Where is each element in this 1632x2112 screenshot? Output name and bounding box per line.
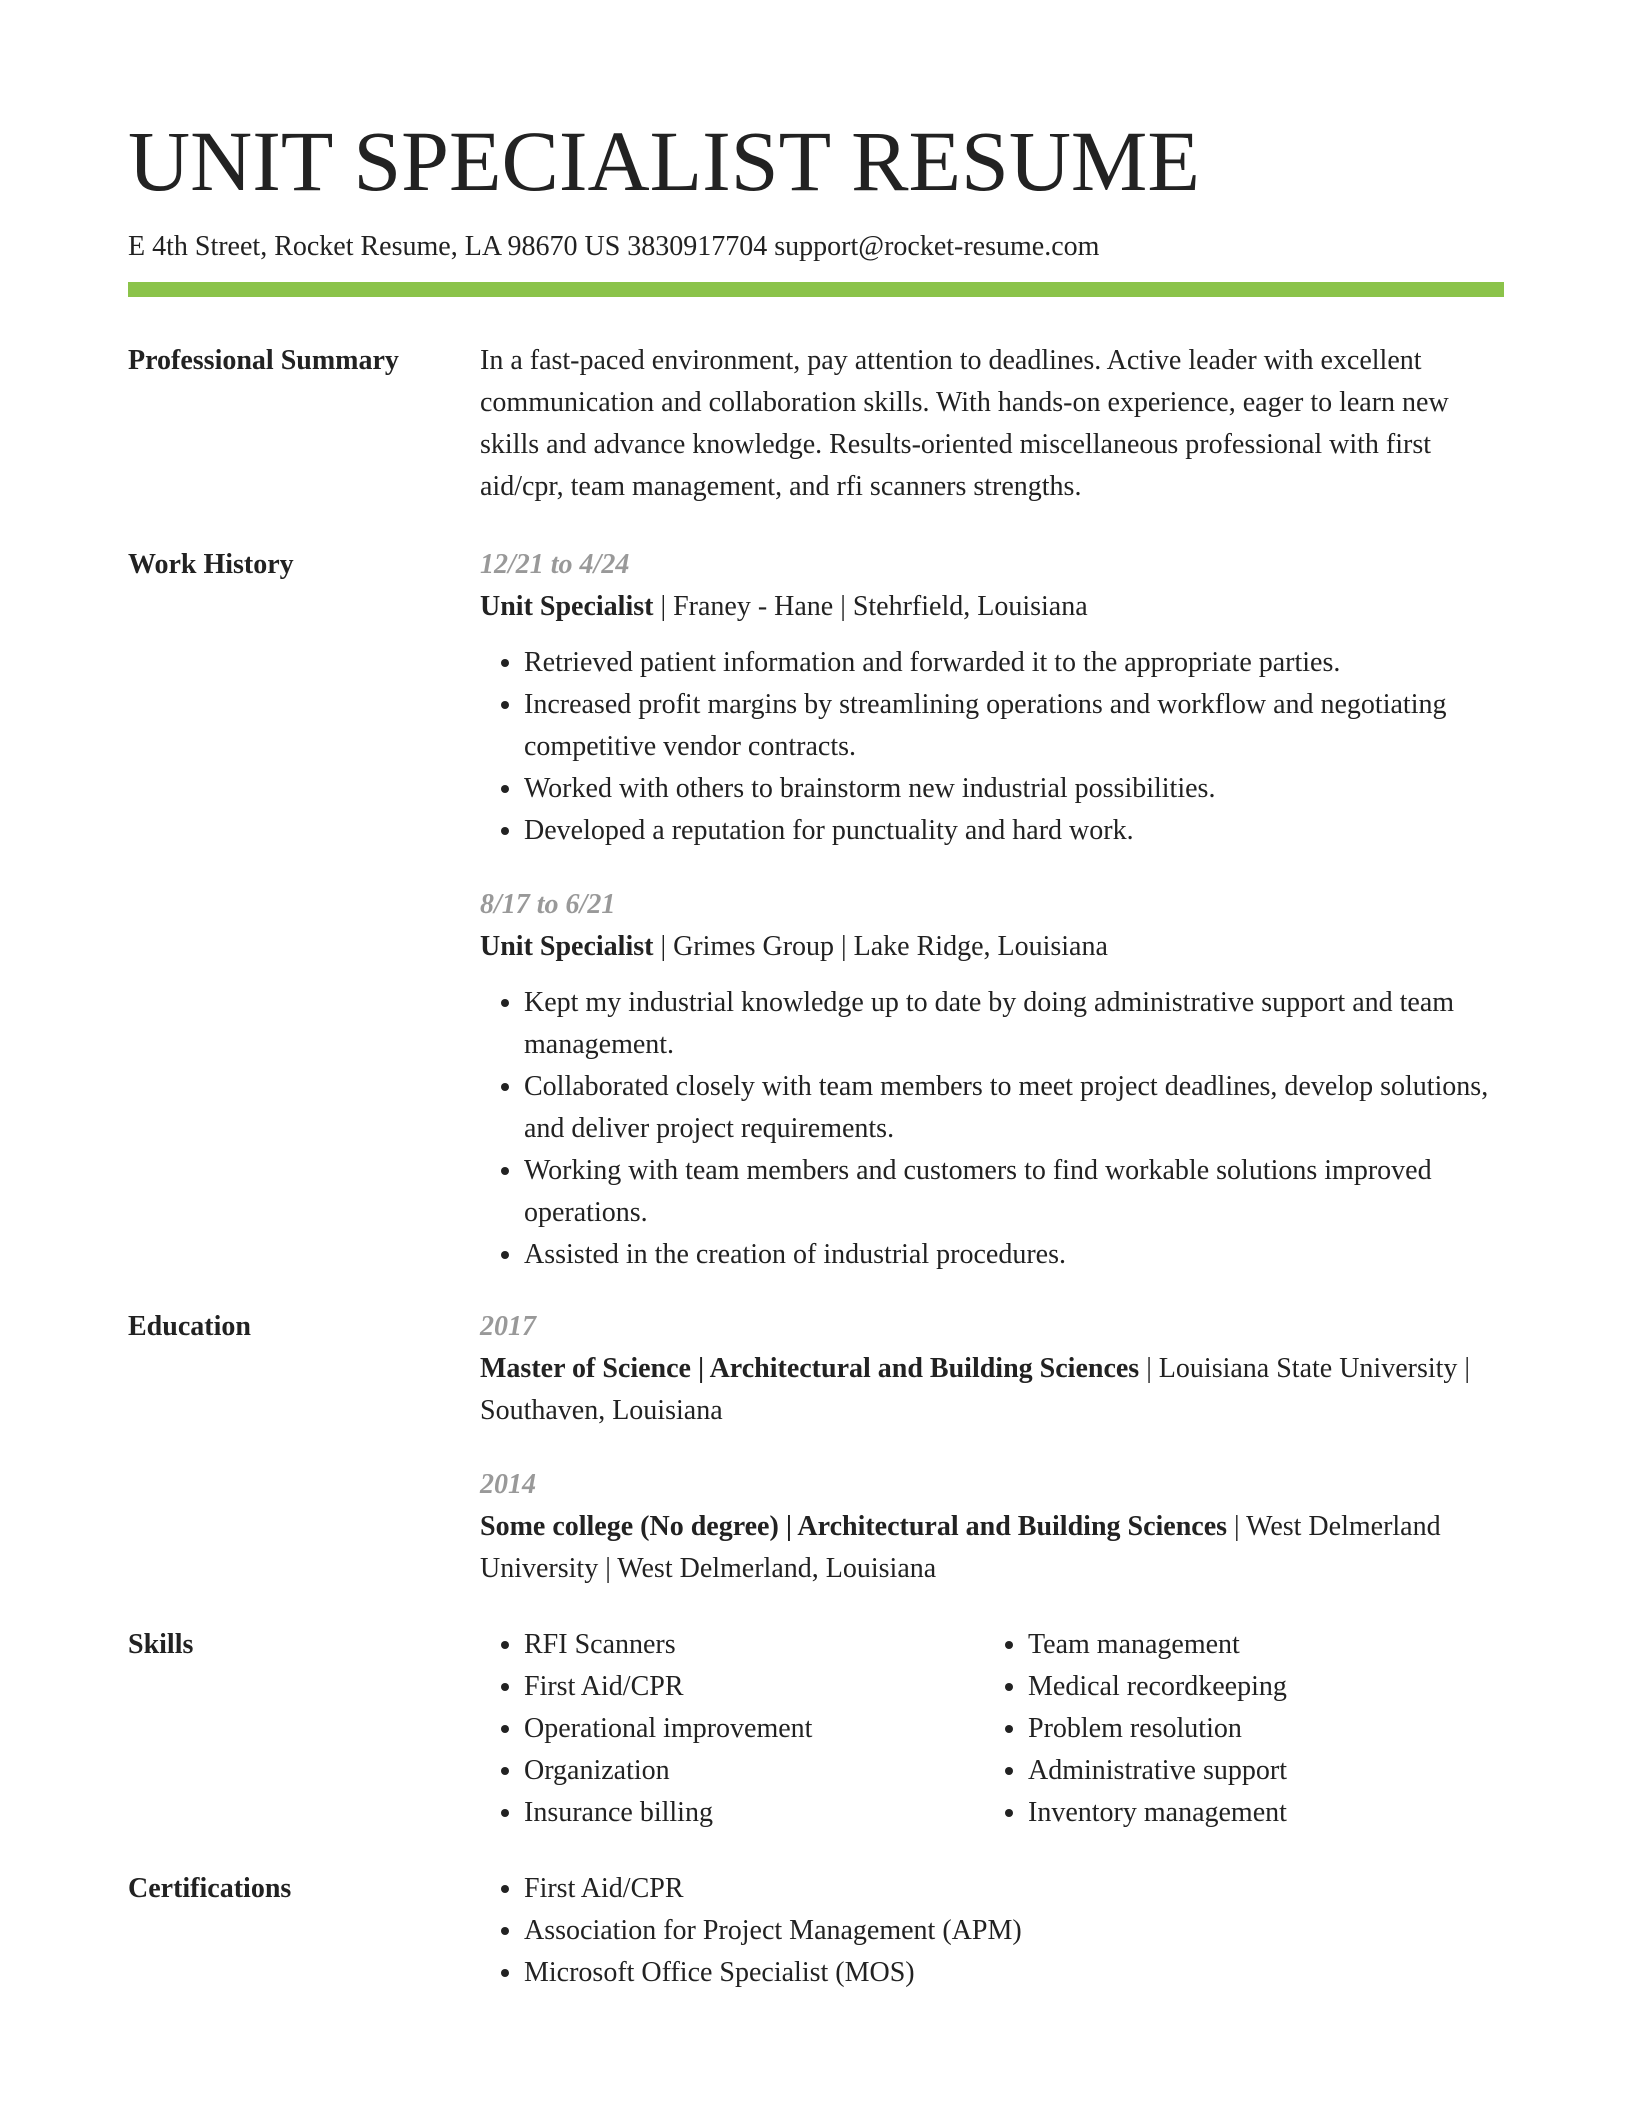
skills-column-left — [480, 1624, 984, 1834]
job-dates: 12/21 to 4/24 — [480, 548, 630, 580]
section-label-skills: Skills — [128, 1628, 194, 1660]
certifications-body — [480, 1868, 1504, 1994]
list-item: • Association for Project Management (APM) — [524, 1910, 1504, 1952]
section-professional-summary — [128, 340, 1504, 508]
work-entries — [480, 544, 1504, 1276]
section-label-summary: Professional Summary — [128, 344, 399, 376]
list-item: • Medical recordkeeping — [1028, 1666, 1488, 1708]
education-details: | Louisiana State University | Southaven, Louisiana — [480, 1352, 1471, 1426]
list-item: • Microsoft Office Specialist (MOS) — [524, 1952, 1504, 1994]
section-work-history — [128, 544, 1504, 1276]
education-line — [480, 1348, 1504, 1432]
job-role-line — [480, 926, 1504, 968]
list-item: • First Aid/CPR — [524, 1868, 1504, 1910]
job-role-line — [480, 586, 1504, 628]
education-entry — [480, 1464, 1504, 1590]
list-item: • Working with team members and customers to find workable solutions improved operations. — [524, 1150, 1504, 1234]
section-skills — [128, 1624, 1504, 1834]
list-item: • Worked with others to brainstorm new industrial possibilities. — [524, 768, 1504, 810]
education-degree: Some college (No degree) | Architectural and Building Sciences — [480, 1510, 1228, 1542]
job-title: Unit Specialist — [480, 930, 654, 962]
list-item: • Kept my industrial knowledge up to date by doing administrative support and team management. — [524, 982, 1504, 1066]
job-details: | Franey - Hane | Stehrfield, Louisiana — [653, 590, 1088, 622]
job-bullets — [480, 982, 1504, 1276]
education-details: | West Delmerland University | West Delmerland, Louisiana — [480, 1510, 1441, 1584]
header-accent-rule — [128, 282, 1504, 297]
education-year: 2014 — [480, 1468, 536, 1500]
section-certifications — [128, 1868, 1504, 1994]
list-item: • First Aid/CPR — [524, 1666, 984, 1708]
resume-title: UNIT SPECIALIST RESUME — [128, 113, 1200, 209]
list-item: • Problem resolution — [1028, 1708, 1488, 1750]
job-entry — [480, 884, 1504, 1276]
education-year: 2017 — [480, 1310, 536, 1342]
job-bullets — [480, 642, 1504, 852]
skills-list-left — [480, 1624, 984, 1834]
list-item: • Administrative support — [1028, 1750, 1488, 1792]
summary-text: In a fast-paced environment, pay attention to deadlines. Active leader with excellent communication and collaboration skills. With hands-on experience, eager to learn new skills and advance knowledge. Results-oriented miscellaneous professional with first aid/cpr, team management, and rfi scanners strengths. — [480, 344, 1449, 502]
job-title: Unit Specialist — [480, 590, 654, 622]
certifications-list — [480, 1868, 1504, 1994]
list-item: • Assisted in the creation of industrial procedures. — [524, 1234, 1504, 1276]
education-entries — [480, 1306, 1504, 1590]
list-item: • Retrieved patient information and forwarded it to the appropriate parties. — [524, 642, 1504, 684]
list-item: • Inventory management — [1028, 1792, 1488, 1834]
section-label-work: Work History — [128, 548, 294, 580]
list-item: • Collaborated closely with team members to meet project deadlines, develop solutions, and deliver project requirements. — [524, 1066, 1504, 1150]
list-item: • Organization — [524, 1750, 984, 1792]
education-line — [480, 1506, 1504, 1590]
section-label-certifications: Certifications — [128, 1872, 292, 1904]
contact-line: E 4th Street, Rocket Resume, LA 98670 US 3830917704 support@rocket-resume.com — [128, 231, 1100, 262]
job-details: | Grimes Group | Lake Ridge, Louisiana — [653, 930, 1108, 962]
list-item: • RFI Scanners — [524, 1624, 984, 1666]
section-education — [128, 1306, 1504, 1590]
skills-list-right — [984, 1624, 1488, 1834]
job-dates: 8/17 to 6/21 — [480, 888, 616, 920]
education-degree: Master of Science | Architectural and Building Sciences — [480, 1352, 1140, 1384]
list-item: • Insurance billing — [524, 1792, 984, 1834]
list-item: • Increased profit margins by streamlining operations and workflow and negotiating competitive vendor contracts. — [524, 684, 1504, 768]
section-label-education: Education — [128, 1310, 251, 1342]
skills-grid — [480, 1624, 1504, 1834]
job-entry — [480, 544, 1504, 852]
skills-column-right — [984, 1624, 1488, 1834]
list-item: • Team management — [1028, 1624, 1488, 1666]
list-item: • Operational improvement — [524, 1708, 984, 1750]
list-item: • Developed a reputation for punctuality and hard work. — [524, 810, 1504, 852]
education-entry — [480, 1306, 1504, 1432]
